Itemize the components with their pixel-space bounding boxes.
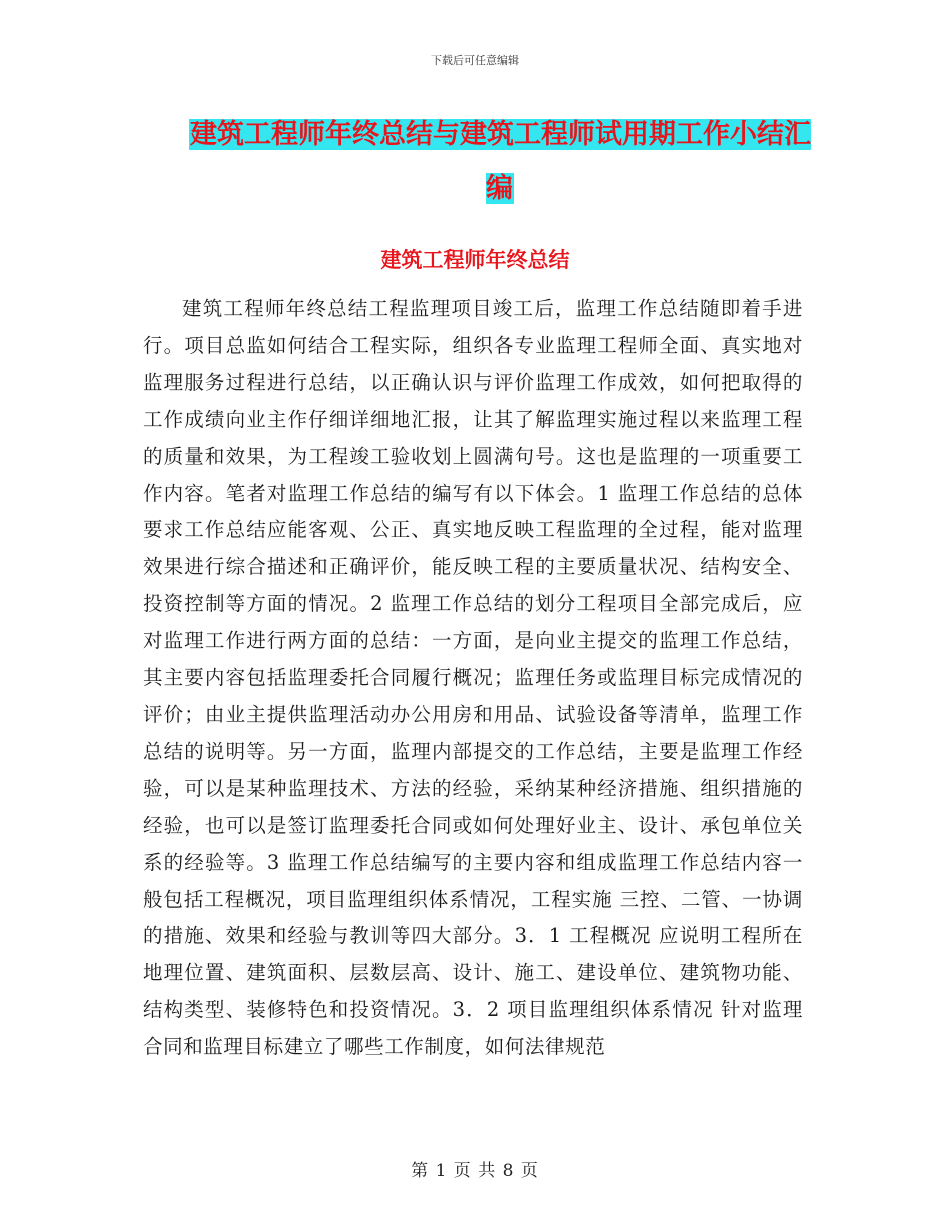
page-header-note: 下载后可任意编辑 (431, 54, 519, 67)
document-title-text: 建筑工程师年终总结与建筑工程师试用期工作小结汇编 (190, 119, 811, 204)
body-paragraph: 建筑工程师年终总结工程监理项目竣工后，监理工作总结随即着手进行。项目总监如何结合工程实际，组织各专业监理工程师全面、真实地对监理服务过程进行总结，以正确认识与评价监理工作成效，如何把取得的工作成绩向业主作仔细详细地汇报，让其了解监理实施过程以来监理工程的质量和效果，为工程竣工验收划上圆满句号。这也是监理的一项重要工作内容。笔者对监理工作总结的编写有以下体会。1 监理工作总结的总体要求工作总结应能客观、公正、真实地反映工程监理的全过程，能对监理效果进行综合描述和正确评价，能反映工程的主要质量状况、结构安全、投资控制等方面的情况。2 监理工作总结的划分工程项目全部完成后，应对监理工作进行两方面的总结：一方面，是向业主提交的监理工作总结，其主要内容包括监理委托合同履行概况；监理任务或监理目标完成情况的评价；由业主提供监理活动办公用房和用品、试验设备等清单，监理工作总结的说明等。另一方面，监理内部提交的工作总结，主要是监理工作经验，可以是某种监理技术、方法的经验，采纳某种经济措施、组织措施的经验，也可以是签订监理委托合同或如何处理好业主、设计、承包单位关系的经验等。3 监理工作总结编写的主要内容和组成监理工作总结内容一般包括工程概况，项目监理组织体系情况，工程实施 三控、二管、一协调 的措施、效果和经验与教训等四大部分。3．1 工程概况 应说明工程所在地理位置、建筑面积、层数层高、设计、施工、建设单位、建筑物功能、结构类型、装修特色和投资情况。3．2 项目监理组织体系情况 针对监理合同和监理目标建立了哪些工作制度，如何法律规范 (143, 297, 803, 1059)
section-title: 建筑工程师年终总结 (380, 248, 570, 272)
document-title (180, 108, 820, 216)
page-number-footer: 第 1 页 共 8 页 (411, 1161, 539, 1181)
